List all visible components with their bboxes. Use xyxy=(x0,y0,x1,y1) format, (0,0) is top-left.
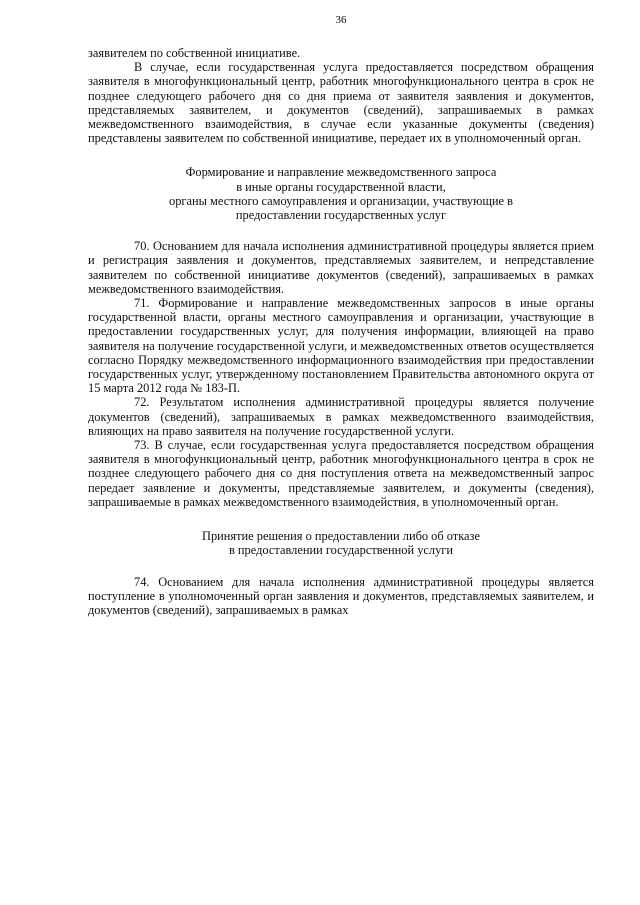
paragraph-73: 73. В случае, если государственная услуга предоставляется посредством обращения заявителя в многофункциональный центр, работник многофункционального центра в срок не позднее следующего рабочего дня со дня поступления ответа на межведомственный запрос передает заявление и документы, представляемые заявителем, и документы (сведения), запрашиваемые в рамках межведомственного взаимодействия, в уполномоченный орган. xyxy=(88,438,594,509)
section-heading-decision xyxy=(88,529,594,557)
heading-line: Формирование и направление межведомственного запроса xyxy=(185,165,497,180)
heading-line: Принятие решения о предоставлении либо об отказе xyxy=(202,529,480,544)
paragraph-70: 70. Основанием для начала исполнения административной процедуры является прием и регистрация заявления и документов, представляемых заявителем, и непредставление заявителем по собственной инициативе документов (сведений), запрашиваемых в рамках межведомственного взаимодействия. xyxy=(88,239,594,296)
document-page xyxy=(88,14,594,617)
paragraph-71: 71. Формирование и направление межведомственных запросов в иные органы государственной власти, органы местного самоуправления и организации, участвующие в предоставлении государственных услуг, для получения информации, влияющей на право заявителя на получение государственной услуги, и межведомственных ответов осуществляется согласно Порядку межведомственного информационного взаимодействия при предоставлении государственных услуг, утвержденному постановлением Правительства автономного округа от 15 марта 2012 года № 183-П. xyxy=(88,296,594,396)
paragraph-continuation: заявителем по собственной инициативе. xyxy=(88,46,301,60)
paragraph-mfc-transfer: В случае, если государственная услуга предоставляется посредством обращения заявителя в многофункциональный центр, работник многофункционального центра в срок не позднее следующего рабочего дня со дня приема от заявителя заявления и документов, представляемых заявителем, и документов (сведений), запрашиваемых в рамках межведомственного взаимодействия, в случае если указанные документы (сведения) представлены заявителем по собственной инициативе, передает их в уполномоченный орган. xyxy=(88,60,594,146)
section-heading-interagency-request xyxy=(88,165,594,222)
heading-line: органы местного самоуправления и организации, участвующие в xyxy=(169,193,513,208)
heading-line: в иные органы государственной власти, xyxy=(236,179,446,194)
heading-line: в предоставлении государственной услуги xyxy=(228,543,454,558)
paragraph-74: 74. Основанием для начала исполнения административной процедуры является поступление в уполномоченный орган заявления и документов, представляемых заявителем, и документов (сведений), запрашиваемых в рамках xyxy=(88,574,594,617)
paragraph-72: 72. Результатом исполнения административной процедуры является получение документов (сведений), запрашиваемых в рамках межведомственного взаимодействия, влияющих на право заявителя на получение государственной услуги. xyxy=(88,395,594,438)
page-number: 36 xyxy=(335,14,347,26)
heading-line: предоставлении государственных услуг xyxy=(235,208,447,223)
